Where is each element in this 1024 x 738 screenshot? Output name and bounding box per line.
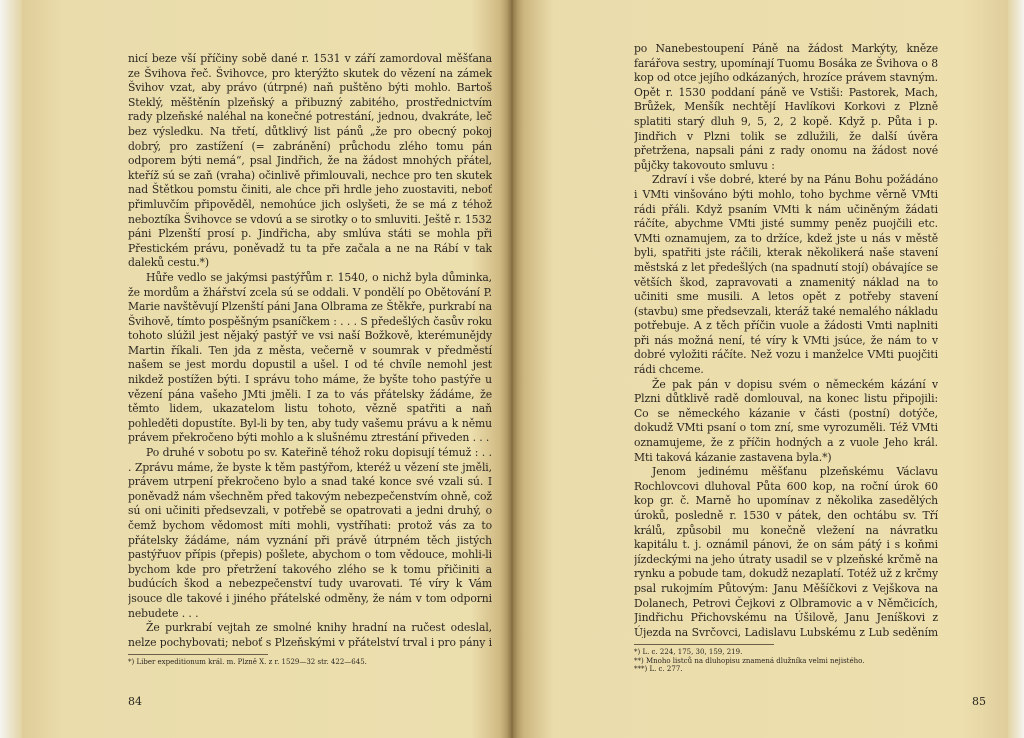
footnote: **) Mnoho listců na dluhopisu znamená dlužníka velmi nejistého. (634, 656, 865, 665)
right-page-body (634, 42, 938, 638)
footnote: *) Liber expeditionum král. m. Plzně X. z r. 1529—32 str. 422—645. (128, 658, 367, 666)
footnote: ***) L. c. 277. (634, 665, 683, 673)
footnote-rule (128, 654, 268, 655)
paragraph: Že pak pán v dopisu svém o německém kázání v Plzni důtklivě radě domlouval, na konec listu připojili: Co se německého kázanie v části (postní) dotýče, dokudž VMti psaní o tom zní, sme vyrozuměli. Též VMti oznamujeme, že z příčin hodných a z vuole Jeho král. Mti taková kázanie zastavena byla.*) (634, 377, 938, 464)
paragraph: Že purkrabí vejtah ze smolné knihy hradní na ručest odeslal, nelze pochybovati; neboť s Plzeňskými v přátelství trval i pro pány i (128, 621, 492, 648)
footnotes (634, 648, 938, 674)
footnote: *) L. c. 224, 175, 30, 159, 219. (634, 648, 743, 656)
paragraph: Zdraví i vše dobré, které by na Pánu Bohu požádáno i VMti vinšováno býti mohlo, toho bychme věrně VMti rádi přáli. Když psaním VMti k nám učiněným žádati ráčíte, abychme VMti jisté summy peněz puojčili etc. VMti oznamujem, za to držíce, kdež jste u nás v městě byli, spatřiti jste ráčili, kterak několikerá naše stavení městská z let předešlých (na spadnutí stojí) obávajíce se větších škod, zapravovati a znamenitý náklad na to učiniti sme musili. A letos opět z potřeby stavení (stavbu) sme předsevzali, kteráž také nemalého nákladu potřebuje. A z těch příčin vuole a žádosti Vmti naplniti při nás možná není, té víry k VMti jsúce, že nám to v dobré vyložiti ráčíte. Než vozu i manželce VMti puojčiti rádi chceme. (634, 173, 938, 377)
right-page (512, 0, 1024, 738)
page-number: 85 (972, 695, 986, 708)
footnotes (128, 658, 492, 667)
footnote-rule (634, 644, 774, 645)
paragraph: Po druhé v sobotu po sv. Kateřině téhož roku dopisují témuž : . . . Zprávu máme, že byste k těm pastýřom, kteréž u vězení ste jměli, právem utrpení překročeno bylo a snad také konce své vzali sú. I poněvadž nám všechněm před takovým nebezpečenstvím ohně, což sú oni učiniti předsevzali, v potřebě se opatrovati a jedni druhý, o čemž bychom vědomost míti mohli, vystříhati: protož vás za to přátelsky žádáme, nám vyznání při právě útrpném těch jistých pastýřuov přípis (přepis) pošlete, abychom o tom vědouce, mohli-li bychom kde pro přetržení takového zlého se k tomu přičiniti a budúcích škod a nebezpečenství tudy uvarovati. Té víry k Vám jsouce dle takové i jiného přátelské odměny, že nám v tom odporni nebudete . . . (128, 446, 492, 620)
left-page-body (128, 52, 492, 648)
paragraph: Jenom jedinému měšťanu plzeňskému Václavu Rochlovcovi dluhoval Půta 600 kop, na roční úrok 60 kop gr. č. Marně ho upomínav z několika zasedělých úroků, posledně r. 1530 v pátek, den ochtábu sv. Tří králů, způsobil mu konečně vležení na návratku kapitálu t. j. oznámil pánovi, že on sám pátý i s koňmi jízdeckými na jeho útraty usadil se v plzeňské krčmě na rynku a pobude tam, dokudž nezaplatí. Totéž už z krčmy psal rukojmím Půtovým: Janu Měšíčkovi z Vejškova na Dolanech, Petrovi Čejkovi z Olbramovic a v Němčicích, Jindřichu Přichovskému na Úšilově, Janu Jeníškovi z Újezda na Svrčovci, Ladislavu Lubskému z Lub seděním (634, 465, 938, 638)
paragraph: Hůře vedlo se jakýmsi pastýřům r. 1540, o nichž byla důminka, že mordům a žhářství zcela sú se oddali. V pondělí po Obětování P. Marie navštěvují Plzenští páni Jana Olbrama ze Štěkře, purkrabí na Švihově, tímto pospěšným psaníčkem : . . . S předešlých časův roku tohoto slúžil jest nějaký pastýř ve vsi naší Božkově, kterémunějdy Martin říkali. Ten jda z města, večerně v soumrak v předměstí našem se jest mordu dopustil a ušel. I od té chvíle nemohl jest nikdež postížen býti. I správu toho máme, že byšte toho pastýře u vězení pána vašeho JMti jměli. I za to vás přátelsky žádáme, že těmto lidem, ukazatelom listu tohoto, vězně spatřiti a naň pohleděti dopustíte. Byl-li by ten, aby tudy vašemu právu a k němu právem překročeno býti mohlo a k slušnému ztrestání přiveden . . . (128, 270, 492, 445)
page-number: 84 (128, 695, 142, 708)
paragraph: po Nanebestoupení Páně na žádost Markýty, kněze farářova sestry, upomínají Tuomu Bosáka ze Švihova o 8 kop od otce jejího odkázaných, hrozíce právem stavným. Opět r. 1530 poddaní páně ve Vstiši: Pastorek, Mach, Brůžek, Menšík nechtějí Havlíkovi Korkovi z Plzně splatiti starý dluh 9, 5, 2, 2 kopě. Když p. Půta i p. Jindřich v Plzni tolik se zdlužili, že další úvěra přetržena, napsali páni z rady onomu na žádost nové půjčky takovouto smluvu : (634, 42, 938, 172)
paragraph: nicí beze vší příčiny sobě dané r. 1531 v září zamordoval měšťana ze Švihova řeč. Švihovce, pro kterýžto skutek do vězení na zámek Švihov vzat, aby právo (útrpné) naň puštěno býti mohlo. Bartoš Steklý, měštěnín plzeňský a přibuzný zabitého, prostřednictvím rady plzeňské naléhal na konečné potrestání, jednou, dvakráte, leč bez výsledku. Na třetí, důtklivý list pánů „že pro obecný pokoj dobrý, pro zastížení (= zabránění) průchodu zlého tomu pán odporem býti nemá“, psal Jindřich, že na žádost mnohých přátel, kteříž sú se zaň (vraha) očinlivě přimlouvali, nechce pro ten skutek nad Štětkou pomstu činiti, ale chce při hrdle jeho zuostaviti, neboť přimluvčím připověděl, nemohúce jich oslyšeti, že se má z téhož neboztíka Švihovce se vdovú a se sirotky o to smluviti. Ještě r. 1532 páni Plzenští prosí p. Jindřicha, aby smlúva státi se mohla při Přestickém právu, poněvadž tu ta pře začala a ne na Rábí v tak daleků cestu.*) (128, 52, 492, 270)
